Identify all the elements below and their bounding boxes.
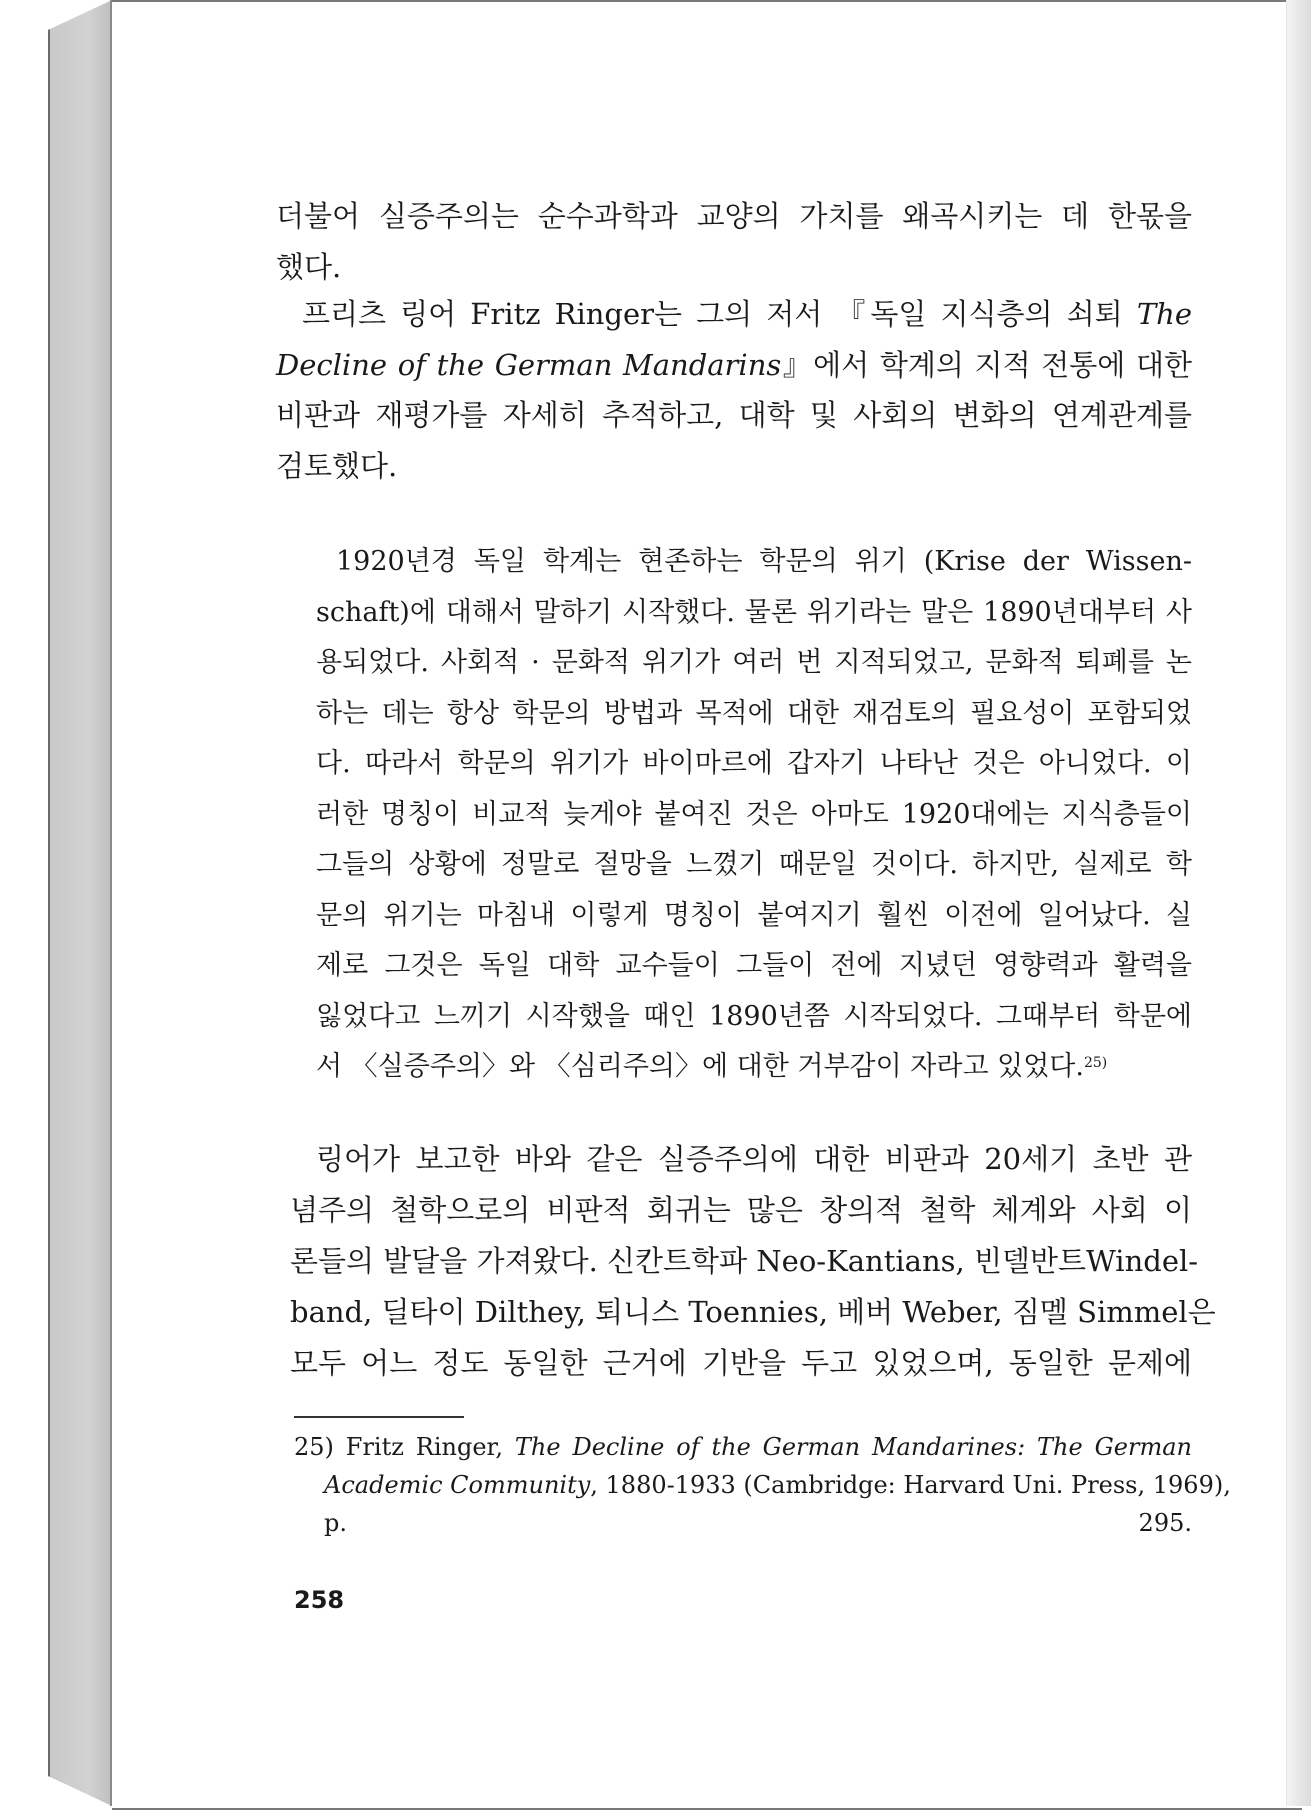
footnote-text: , 1880-1933 (Cambridge: Harvard Uni. Press, 1969), [590, 1471, 1231, 1499]
quote-line-text: 1920년경 독일 학계는 현존하는 학문의 위기 (Krise der Wissen- [336, 546, 1192, 577]
paragraph-3-text: 링어가 보고한 바와 같은 실증주의에 대한 비판과 20세기 초반 관 [316, 1142, 1192, 1176]
quote-line: 제로 그것은 독일 대학 교수들이 그들이 전에 지녔던 영향력과 활력을 [316, 950, 1192, 981]
page-number: 258 [294, 1586, 345, 1614]
footnote-text: 25) Fritz Ringer, [294, 1433, 515, 1461]
quote-line: 다. 따라서 학문의 위기가 바이마르에 갑자기 나타난 것은 아니었다. 이 [316, 748, 1192, 779]
block-quote [316, 537, 1192, 1093]
book-title-italic: The [1136, 297, 1192, 331]
page-right-edge [1286, 0, 1311, 1806]
quote-line: 용되었다. 사회적 · 문화적 위기가 여러 번 지적되었고, 문화적 퇴폐를 논 [316, 647, 1192, 678]
footnote-line: p. 295. [324, 1509, 1192, 1537]
paragraph-2-text: 』에서 학계의 지적 전통에 대한 [781, 347, 1192, 382]
paragraph-2-line [276, 340, 1192, 391]
paragraph-3-line: 념주의 철학으로의 비판적 회귀는 많은 창의적 철학 체계와 사회 이 [290, 1193, 1192, 1227]
quote-line [316, 537, 1192, 588]
footnote-title-italic: The Decline of the German Mandarines: The German [514, 1433, 1192, 1461]
quote-line: 그들의 상황에 정말로 절망을 느꼈기 때문일 것이다. 하지만, 실제로 학 [316, 849, 1192, 880]
paragraph-1 [276, 191, 1192, 292]
paragraph-2-line [276, 289, 1192, 340]
footnote-line [294, 1466, 1231, 1504]
quote-line: schaft)에 대해서 말하기 시작했다. 물론 위기라는 말은 1890년대부터 사 [316, 596, 1192, 628]
quote-line: 하는 데는 항상 학문의 방법과 목적에 대한 재검토의 필요성이 포함되었 [316, 697, 1192, 729]
footnote-25 [294, 1428, 1231, 1542]
paragraph-2-line: 비판과 재평가를 자세히 추적하고, 대학 및 사회의 변화의 연계관계를 [276, 398, 1192, 432]
footnote-reference[interactable]: 25) [1083, 1055, 1108, 1071]
paragraph-2-line: 검토했다. [276, 448, 398, 483]
quote-line: 문의 위기는 마침내 이렇게 명칭이 붙여지기 훨씬 이전에 일어났다. 실 [316, 899, 1192, 931]
paragraph-3-line: 론들의 발달을 가져왔다. 신칸트학파 Neo-Kantians, 빈델반트Windel- [290, 1244, 1199, 1278]
quote-line: 잃었다고 느끼기 시작했을 때인 1890년쯤 시작되었다. 그때부터 학문에 [316, 1000, 1192, 1032]
footnote-line [294, 1428, 1192, 1466]
footnote-divider [294, 1416, 464, 1418]
paragraph-1-line: 했다. [276, 249, 342, 284]
paragraph-2 [276, 289, 1192, 491]
paragraph-3-line: band, 딜타이 Dilthey, 퇴니스 Toennies, 베버 Weber, 짐멜 Simmel은 [290, 1295, 1216, 1329]
paragraph-2-text: 프리츠 링어 Fritz Ringer는 그의 저서 『독일 지식층의 쇠퇴 [302, 297, 1137, 331]
paragraph-3-line [290, 1134, 1192, 1185]
footnote-title-italic: Academic Community [324, 1471, 591, 1499]
book-title-italic: Decline of the German Mandarins [276, 347, 782, 382]
quote-line: 러한 명칭이 비교적 늦게야 붙여진 것은 아마도 1920대에는 지식층들이 [316, 798, 1192, 830]
paragraph-1-line: 더불어 실증주의는 순수과학과 교양의 가치를 왜곡시키는 데 한몫을 [276, 199, 1192, 233]
book-spine [48, 0, 114, 1806]
paragraph-3 [290, 1134, 1216, 1389]
quote-line [316, 1042, 1192, 1093]
quote-line-text: 서 〈실증주의〉와 〈심리주의〉에 대한 거부감이 자라고 있었다. [316, 1051, 1084, 1082]
paragraph-3-line: 모두 어느 정도 동일한 근거에 기반을 두고 있었으며, 동일한 문제에 [290, 1346, 1192, 1380]
